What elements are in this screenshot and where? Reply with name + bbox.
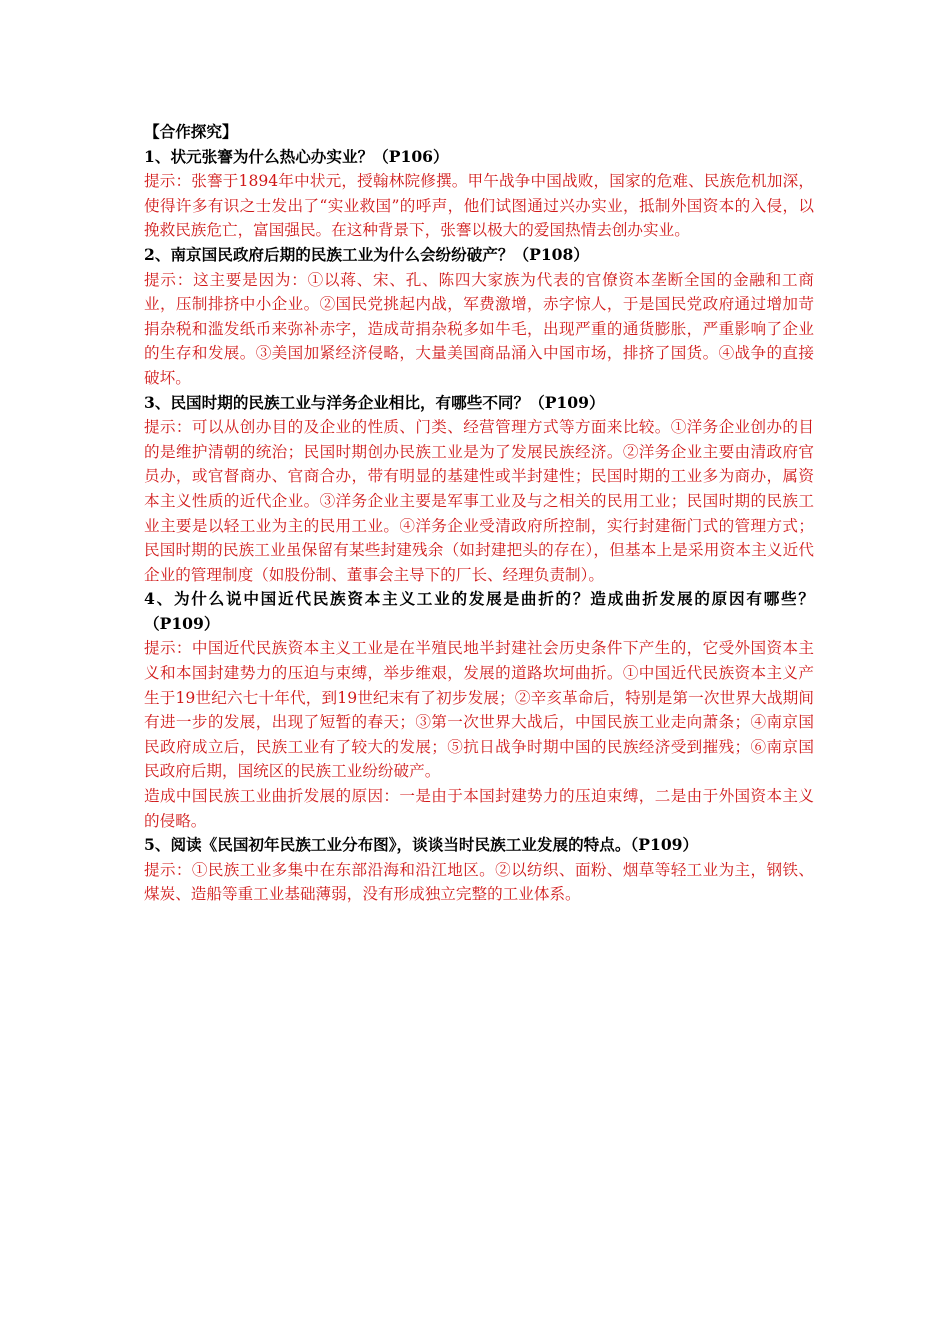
question-1: 1、状元张謇为什么热心办实业？（P106） [144, 146, 449, 166]
answer-1: 提示：张謇于1894年中状元，授翰林院修撰。甲午战争中国战败，国家的危难、民族危机加深，使得许多有识之士发出了“实业救国”的呼声，他们试图通过兴办实业，抵制外国资本的入侵，以挽救民族危亡，富国强民。在这种背景下，张謇以极大的爱国热情去创办实业。 [144, 172, 814, 240]
question-3: 3、民国时期的民族工业与洋务企业相比，有哪些不同？（P109） [144, 392, 605, 412]
question-2: 2、南京国民政府后期的民族工业为什么会纷纷破产？（P108） [144, 244, 589, 264]
answer-2: 提示：这主要是因为：①以蒋、宋、孔、陈四大家族为代表的官僚资本垄断全国的金融和工商业，压制排挤中小企业。②国民党挑起内战，军费激增，赤字惊人，于是国民党政府通过增加苛捐杂税和滥发纸币来弥补赤字，造成苛捐杂税多如牛毛，出现严重的通货膨胀，严重影响了企业的生存和发展。③美国加紧经济侵略，大量美国商品涌入中国市场，排挤了国货。④战争的直接破坏。 [144, 270, 814, 387]
section-title: 【合作探究】 [144, 122, 238, 141]
answer-5: 提示：①民族工业多集中在东部沿海和沿江地区。②以纺织、面粉、烟草等轻工业为主，钢铁、煤炭、造船等重工业基础薄弱，没有形成独立完整的工业体系。 [144, 860, 814, 904]
document-content [144, 120, 814, 907]
answer-4-cause: 造成中国民族工业曲折发展的原因：一是由于本国封建势力的压迫束缚，二是由于外国资本主义的侵略。 [144, 787, 814, 830]
answer-4: 提示：中国近代民族资本主义工业是在半殖民地半封建社会历史条件下产生的，它受外国资本主义和本国封建势力的压迫与束缚，举步维艰，发展的道路坎坷曲折。①中国近代民族资本主义产生于19世纪六七十年代，到19世纪末有了初步发展；②辛亥革命后，特别是第一次世界大战期间有进一步的发展，出现了短暂的春天；③第一次世界大战后，中国民族工业走向萧条；④南京国民政府成立后，民族工业有了较大的发展；⑤抗日战争时期中国的民族经济受到摧残；⑥南京国民政府后期，国统区的民族工业纷纷破产。 [144, 639, 814, 781]
question-5: 5、阅读《民国初年民族工业分布图》，谈谈当时民族工业发展的特点。（P109） [144, 835, 699, 855]
question-4: 4、为什么说中国近代民族资本主义工业的发展是曲折的？造成曲折发展的原因有哪些？（P109） [144, 589, 814, 633]
answer-3: 提示：可以从创办目的及企业的性质、门类、经营管理方式等方面来比较。①洋务企业创办的目的是维护清朝的统治；民国时期创办民族工业是为了发展民族经济。②洋务企业主要由清政府官员办，或官督商办、官商合办，带有明显的基建性或半封建性；民国时期的工业多为商办，属资本主义性质的近代企业。③洋务企业主要是军事工业及与之相关的民用工业；民国时期的民族工业主要是以轻工业为主的民用工业。④洋务企业受清政府所控制，实行封建衙门式的管理方式；民国时期的民族工业虽保留有某些封建残余（如封建把头的存在），但基本上是采用资本主义近代企业的管理制度（如股份制、董事会主导下的厂长、经理负责制）。 [144, 418, 814, 584]
